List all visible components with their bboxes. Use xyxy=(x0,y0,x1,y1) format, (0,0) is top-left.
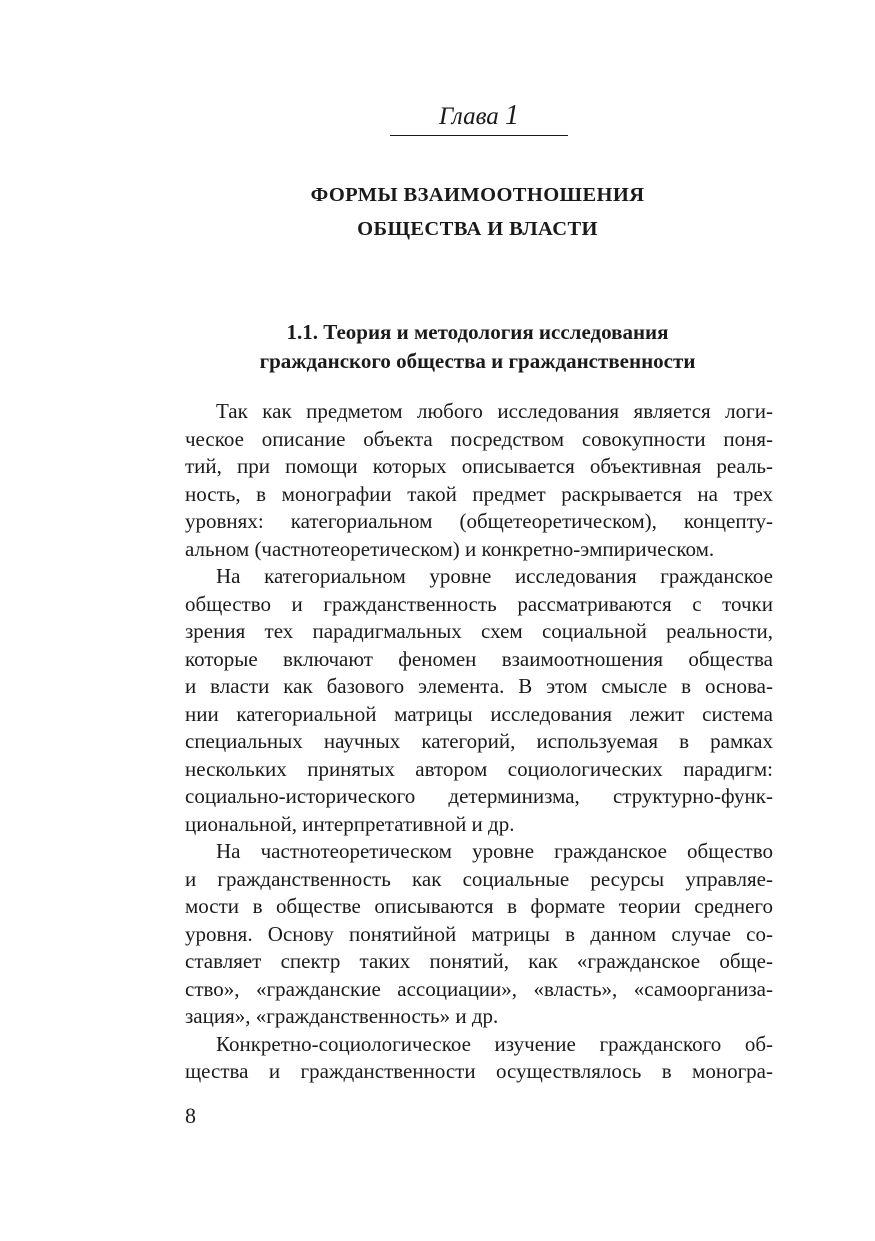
chapter-title-line: ФОРМЫ ВЗАИМООТНОШЕНИЯ xyxy=(310,184,645,206)
paragraph-line: общество и гражданственность рассматриваются с точки xyxy=(185,591,773,616)
chapter-underline xyxy=(390,135,568,136)
paragraph-line: тий, при помощи которых описывается объективная реаль- xyxy=(185,454,773,478)
paragraph-line: циональной, интерпретативной и др. xyxy=(185,811,515,836)
paragraph-line: и гражданственность как социальные ресурсы управляе- xyxy=(185,866,773,891)
paragraph-line: которые включают феномен взаимоотношения общества xyxy=(185,646,773,671)
paragraph xyxy=(185,838,773,1031)
paragraph-line: ство», «гражданские ассоциации», «власть», «самоорганиза- xyxy=(185,976,773,1001)
chapter-title-line: ОБЩЕСТВА И ВЛАСТИ xyxy=(357,218,598,240)
paragraph-line: ность, в монографии такой предмет раскрывается на трех xyxy=(185,481,773,506)
paragraph-line: Так как предметом любого исследования является логи- xyxy=(216,399,773,423)
body-text xyxy=(185,398,773,1086)
paragraph-line: зация», «гражданственность» и др. xyxy=(185,1004,499,1028)
paragraph-line: мости в обществе описываются в формате теории среднего xyxy=(185,894,773,918)
paragraph xyxy=(185,1031,773,1086)
paragraph-line: уровня. Основу понятийной матрицы в данном случае со- xyxy=(185,921,773,946)
paragraph xyxy=(185,398,773,563)
chapter-word: Глава xyxy=(438,103,499,130)
paragraph-line: социально-исторического детерминизма, структурно-функ- xyxy=(185,784,773,808)
paragraph-line: ческое описание объекта посредством совокупности поня- xyxy=(185,426,773,451)
paragraph-line: специальных научных категорий, используемая в рамках xyxy=(185,729,773,753)
section-title-line: гражданского общества и гражданственности xyxy=(259,349,696,373)
paragraph-line: На категориальном уровне исследования гражданское xyxy=(216,564,773,588)
chapter-title xyxy=(185,178,770,246)
section-title xyxy=(185,318,770,376)
paragraph-line: Конкретно-социологическое изучение гражданского об- xyxy=(216,1031,773,1056)
paragraph-line: щества и гражданственности осуществлялось в моногра- xyxy=(185,1059,773,1083)
chapter-label xyxy=(390,100,568,133)
paragraph-line: и власти как базового элемента. В этом смысле в основа- xyxy=(185,674,773,698)
paragraph-line: зрения тех парадигмальных схем социальной реальности, xyxy=(185,619,773,643)
paragraph-line: ставляет спектр таких понятий, как «гражданское обще- xyxy=(185,949,773,973)
paragraph xyxy=(185,563,773,838)
paragraph-line: нескольких принятых автором социологических парадигм: xyxy=(185,756,773,781)
section-title-line: 1.1. Теория и методология исследования xyxy=(286,320,669,344)
paragraph-line: альном (частнотеоретическом) и конкретно-эмпирическом. xyxy=(185,536,715,561)
page-number: 8 xyxy=(185,1103,196,1128)
paragraph-line: нии категориальной матрицы исследования лежит система xyxy=(185,701,773,726)
paragraph-line: уровнях: категориальном (общетеоретическом), концепту- xyxy=(185,509,773,533)
chapter-number: 1 xyxy=(505,100,520,131)
paragraph-line: На частнотеоретическом уровне гражданское общество xyxy=(216,839,773,863)
